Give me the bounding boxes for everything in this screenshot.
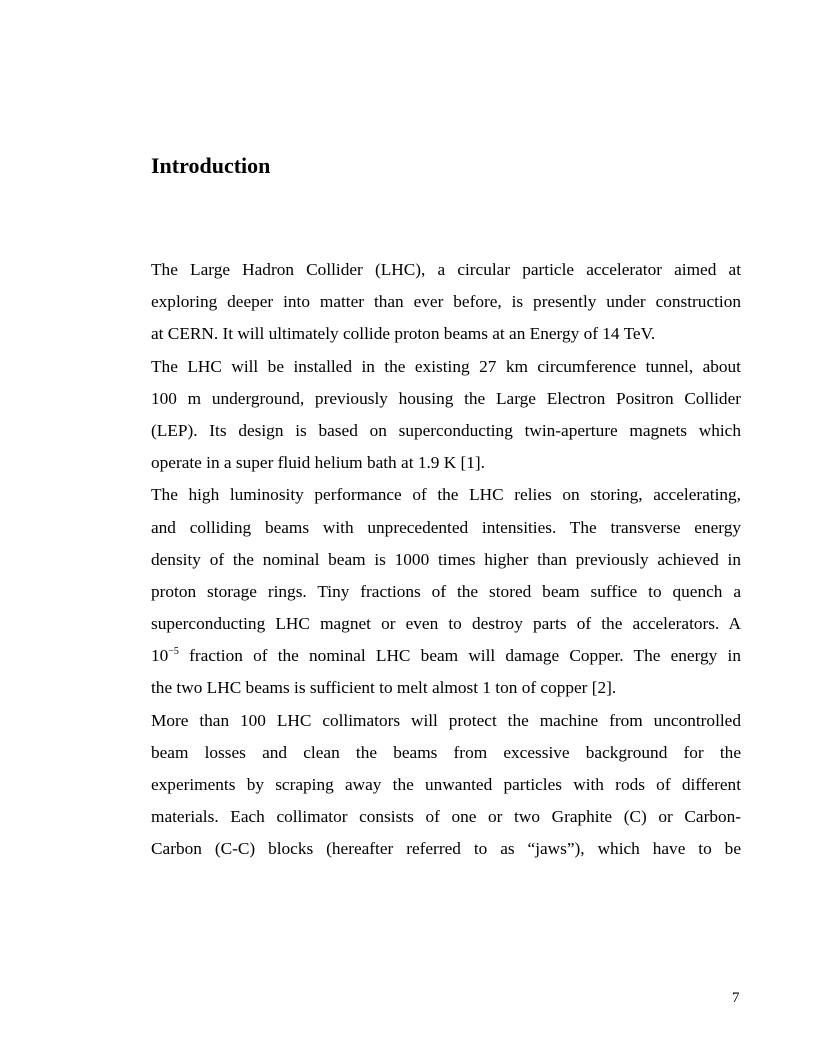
text-line: proton storage rings. Tiny fractions of the stored beam suffice to quench a <box>151 581 741 601</box>
text-line: and colliding beams with unprecedented intensities. The transverse energy <box>151 517 741 537</box>
paragraph-collimators <box>151 707 741 868</box>
text-line: Carbon (C-C) blocks (hereafter referred to as “jaws”), which have to be <box>151 839 741 859</box>
body-text <box>151 256 741 868</box>
line-rest: fraction of the nominal LHC beam will damage Copper. The energy in <box>178 646 741 666</box>
text-line-with-exponent <box>151 642 741 674</box>
exponent-base: 10 <box>151 646 169 666</box>
text-line: More than 100 LHC collimators will protect the machine from uncontrolled <box>151 710 741 730</box>
page-number: 7 <box>732 990 740 1006</box>
section-heading: Introduction <box>151 153 271 178</box>
text-line: The high luminosity performance of the LHC relies on storing, accelerating, <box>151 485 741 505</box>
text-line: (LEP). Its design is based on superconducting twin-aperture magnets which <box>151 420 741 440</box>
exponent-superscript: −5 <box>168 646 179 658</box>
paragraph-lhc-tunnel <box>151 353 741 482</box>
text-line: experiments by scraping away the unwanted particles with rods of different <box>151 775 741 794</box>
text-line: materials. Each collimator consists of one or two Graphite (C) or Carbon- <box>151 807 741 827</box>
text-line: density of the nominal beam is 1000 times higher than previously achieved in <box>151 549 741 569</box>
paragraph-lhc-overview <box>151 256 741 353</box>
paragraph-luminosity <box>151 481 741 706</box>
text-line: beam losses and clean the beams from excessive background for the <box>151 742 741 762</box>
text-line: operate in a super fluid helium bath at 1.9 K [1]. <box>151 453 486 473</box>
text-line: superconducting LHC magnet or even to destroy parts of the accelerators. A <box>151 614 741 634</box>
text-line: The LHC will be installed in the existing 27 km circumference tunnel, about <box>151 356 741 376</box>
text-line: the two LHC beams is sufficient to melt almost 1 ton of copper [2]. <box>151 678 617 698</box>
text-line: exploring deeper into matter than ever before, is presently under construction <box>151 292 741 312</box>
text-line: at CERN. It will ultimately collide proton beams at an Energy of 14 TeV. <box>151 324 656 344</box>
text-line: The Large Hadron Collider (LHC), a circular particle accelerator aimed at <box>151 260 741 279</box>
text-line: 100 m underground, previously housing the Large Electron Positron Collider <box>151 388 741 408</box>
